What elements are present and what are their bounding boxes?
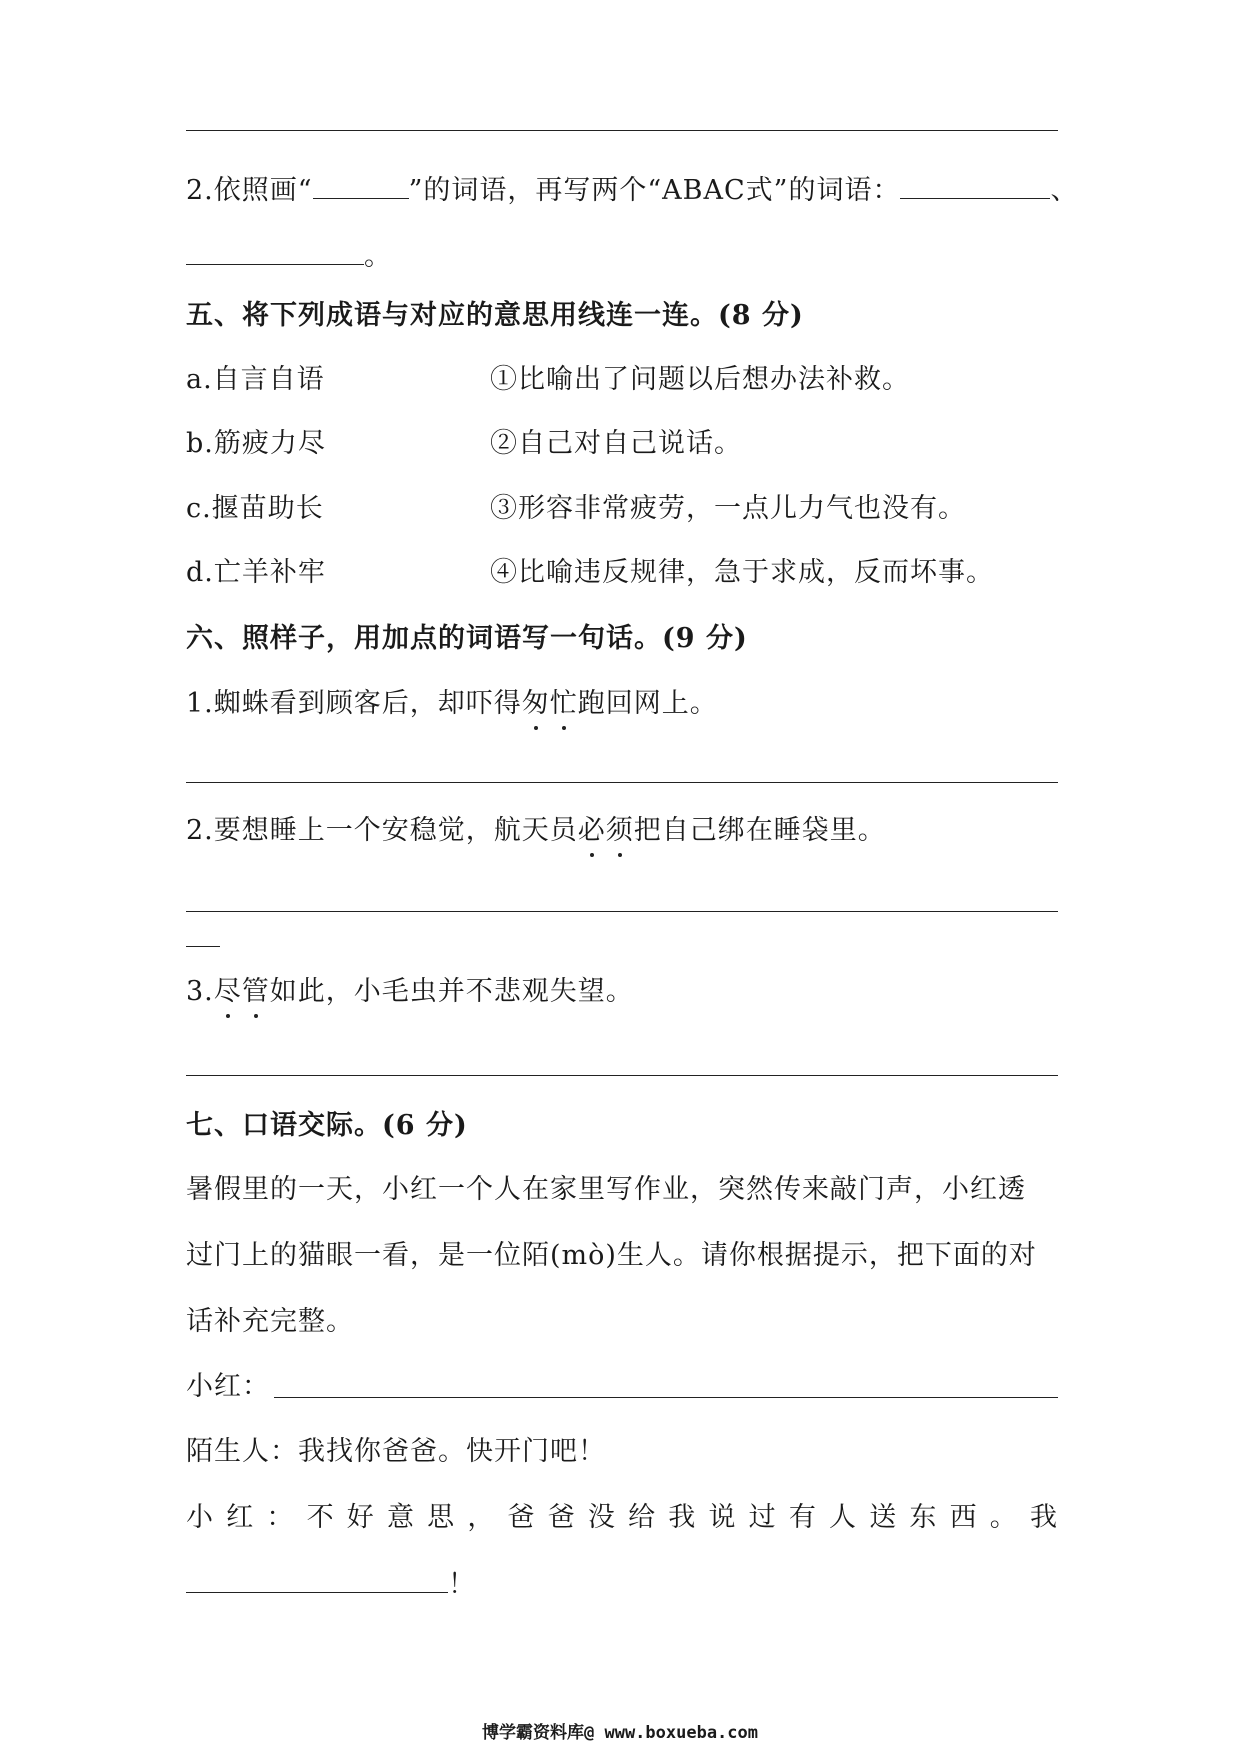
dialog-xiaohong-1: 小红： (186, 1371, 270, 1402)
section7-title: 七、口语交际。(6 分) (186, 1110, 468, 1141)
d3-char: 。 (989, 1502, 1018, 1533)
q4-2-answer-blank-2[interactable] (186, 238, 364, 265)
s6-answer-line-2[interactable] (186, 911, 1058, 912)
s6-s1-dotted-2: 忙 (550, 686, 578, 722)
footer-watermark: 博学霸资料库@ www.boxueba.com (482, 1723, 758, 1743)
d3-char: 小 (186, 1502, 214, 1533)
d3-char: 好 (346, 1502, 375, 1533)
d3-char: 爸 (507, 1502, 536, 1533)
idiom-b[interactable]: b.筋疲力尽 (186, 428, 326, 459)
q4-2-middle: ”的词语，再写两个“ABAC式”的词语： (408, 175, 901, 206)
s6-s3-after: 如此，小毛虫并不悲观失望。 (269, 976, 634, 1007)
q4-2-answer-blank-1[interactable] (900, 172, 1050, 199)
s6-s2-dotted-2: 须 (606, 813, 634, 849)
q4-2-end: 。 (364, 241, 392, 272)
idiom-a[interactable]: a.自言自语 (186, 364, 325, 395)
d3-char: 思 (427, 1502, 456, 1533)
d3-char: 红 (226, 1502, 255, 1533)
d3-char: 爸 (547, 1502, 576, 1533)
d3-char: 意 (386, 1502, 415, 1533)
meaning-2[interactable]: ②自己对自己说话。 (490, 428, 742, 459)
s6-sentence-2 (186, 813, 886, 849)
d3-char: ， (467, 1502, 496, 1533)
d3-char: 不 (306, 1502, 335, 1533)
meaning-4[interactable]: ④比喻违反规律，急于求成，反而坏事。 (490, 557, 994, 588)
s6-s3-dotted-1: 尽 (214, 974, 242, 1010)
d3-char: 人 (829, 1502, 857, 1533)
q4-2-line (186, 172, 1078, 209)
d3-char: 西 (949, 1502, 978, 1533)
s6-s1-before: 1.蜘蛛看到顾客后，却吓得 (186, 688, 522, 719)
d3-char: 没 (587, 1502, 616, 1533)
idiom-d[interactable]: d.亡羊补牢 (186, 557, 326, 588)
d3-char: 有 (788, 1502, 817, 1533)
meaning-1[interactable]: ①比喻出了问题以后想办法补救。 (490, 364, 910, 395)
section5-title: 五、将下列成语与对应的意思用线连一连。(8 分) (186, 300, 804, 331)
s6-answer-line-3[interactable] (186, 1075, 1058, 1076)
d3-char: 说 (708, 1502, 737, 1533)
d3-char: 我 (668, 1502, 697, 1533)
s6-s1-after: 跑回网上。 (577, 688, 718, 719)
answer-line-top[interactable] (186, 130, 1058, 131)
s6-sentence-1 (186, 686, 718, 722)
s7-para-line-3: 话补充完整。 (186, 1306, 354, 1337)
idiom-c[interactable]: c.揠苗助长 (186, 493, 324, 524)
d3-char: ： (266, 1502, 295, 1533)
s7-para-line-2: 过门上的猫眼一看，是一位陌(mò)生人。请你根据提示，把下面的对 (186, 1240, 1037, 1271)
s6-s2-dotted-1: 必 (578, 813, 606, 849)
d3-char: 我 (1029, 1502, 1058, 1533)
meaning-3[interactable]: ③形容非常疲劳，一点儿力气也没有。 (490, 493, 966, 524)
section6-title: 六、照样子，用加点的词语写一句话。(9 分) (186, 623, 748, 654)
q4-2-prefix: 2.依照画“ (186, 175, 313, 206)
s6-answer-line-1[interactable] (186, 782, 1058, 783)
stray-mark (186, 946, 220, 947)
d3-char: 过 (748, 1502, 777, 1533)
dialog-stranger: 陌生人：我找你爸爸。快开门吧！ (186, 1436, 606, 1467)
dialog-answer-blank-2[interactable] (186, 1566, 448, 1593)
d3-char: 送 (869, 1502, 898, 1533)
q4-2-comma: 、 (1050, 175, 1079, 206)
s7-para-line-1: 暑假里的一天，小红一个人在家里写作业，突然传来敲门声，小红透 (186, 1174, 1026, 1205)
q4-2-sample-blank (313, 172, 409, 199)
s6-sentence-3 (186, 974, 634, 1010)
d3-char: 给 (628, 1502, 657, 1533)
s6-s2-before: 2.要想睡上一个安稳觉，航天员 (186, 815, 578, 846)
dialog-xiaohong-2-line-2 (186, 1566, 476, 1603)
s6-s3-before: 3. (186, 976, 214, 1007)
q4-2-line-2 (186, 238, 392, 275)
s6-s1-dotted-1: 匆 (522, 686, 550, 722)
d3-char: 东 (909, 1502, 938, 1533)
dialog-answer-line-1[interactable] (274, 1397, 1058, 1398)
dialog-xiaohong-2 (186, 1500, 1058, 1536)
s6-s3-dotted-2: 管 (242, 974, 270, 1010)
s6-s2-after: 把自己绑在睡袋里。 (633, 815, 886, 846)
dialog-end-mark: ！ (448, 1569, 476, 1600)
